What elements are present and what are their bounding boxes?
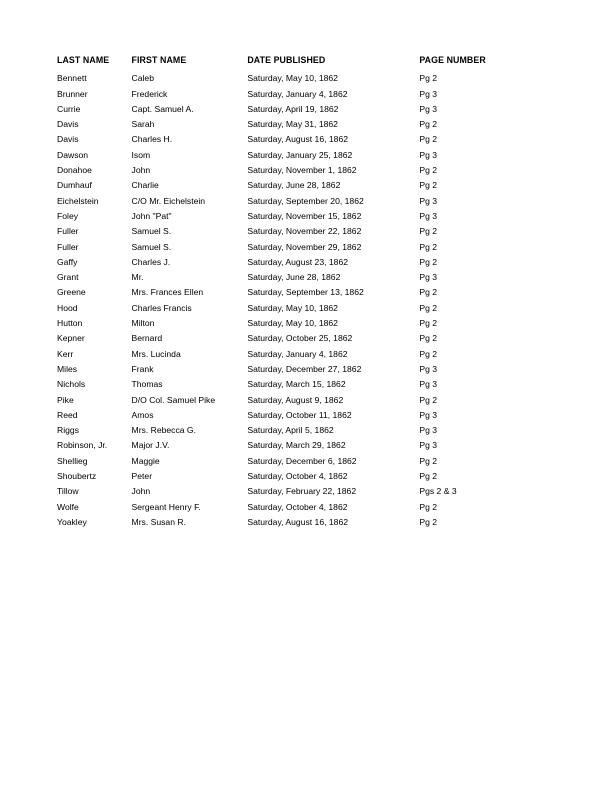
cell-first-name: Sergeant Henry F. [131,501,201,512]
cell-first-name: Maggie [131,455,160,466]
cell-page-number: Pg 2 [419,119,438,130]
cell-date-published: Saturday, October 25, 1862 [247,333,353,344]
cell-page-number: Pg 3 [419,149,438,160]
cell-date-published: Saturday, March 15, 1862 [247,379,346,390]
cell-date-published: Saturday, May 31, 1862 [247,119,338,130]
cell-last-name: Hood [57,302,78,313]
cell-first-name: Mrs. Frances Ellen [131,287,204,298]
cell-last-name: Brunner [57,88,88,99]
cell-last-name: Reed [57,409,78,420]
cell-first-name: Charles H. [131,134,173,145]
cell-last-name: Fuller [57,241,79,252]
cell-last-name: Dawson [57,149,89,160]
cell-last-name: Eichelstein [57,195,99,206]
cell-date-published: Saturday, September 20, 1862 [247,195,364,206]
table-row [57,423,557,438]
cell-first-name: Charles J. [131,256,171,267]
cell-first-name: Milton [131,318,155,329]
table-row [57,117,557,132]
table-row [57,240,557,255]
cell-page-number: Pg 3 [419,210,438,221]
column-header-first-name: FIRST NAME [131,55,187,65]
cell-date-published: Saturday, May 10, 1862 [247,302,338,313]
obituary-index-table [57,53,557,530]
table-row [57,194,557,209]
cell-page-number: Pg 2 [419,394,438,405]
cell-page-number: Pg 3 [419,195,438,206]
cell-last-name: Wolfe [57,501,79,512]
column-header-last-name: LAST NAME [57,55,110,65]
cell-page-number: Pg 3 [419,272,438,283]
table-row [57,377,557,392]
cell-last-name: Gaffy [57,256,78,267]
cell-page-number: Pg 2 [419,73,438,84]
cell-last-name: Pike [57,394,74,405]
cell-first-name: Frederick [131,88,168,99]
cell-date-published: Saturday, August 16, 1862 [247,134,348,145]
table-row [57,500,557,515]
table-row [57,285,557,300]
cell-first-name: Peter [131,471,153,482]
cell-date-published: Saturday, May 10, 1862 [247,318,338,329]
table-row [57,362,557,377]
table-row [57,148,557,163]
cell-last-name: Kerr [57,348,74,359]
cell-page-number: Pg 2 [419,134,438,145]
cell-date-published: Saturday, April 19, 1862 [247,103,339,114]
cell-date-published: Saturday, January 4, 1862 [247,348,348,359]
cell-date-published: Saturday, December 6, 1862 [247,455,357,466]
cell-page-number: Pg 2 [419,226,438,237]
cell-first-name: Charles Francis [131,302,192,313]
cell-first-name: Frank [131,363,154,374]
cell-first-name: Samuel S. [131,226,172,237]
cell-page-number: Pg 2 [419,287,438,298]
cell-date-published: Saturday, December 27, 1862 [247,363,362,374]
cell-first-name: Amos [131,409,154,420]
table-row [57,454,557,469]
cell-page-number: Pg 3 [419,409,438,420]
table-row [57,224,557,239]
cell-last-name: Tillow [57,486,79,497]
cell-last-name: Yoakley [57,516,87,527]
cell-last-name: Hutton [57,318,83,329]
cell-date-published: Saturday, April 5, 1862 [247,425,334,436]
table-row [57,255,557,270]
cell-date-published: Saturday, November 29, 1862 [247,241,362,252]
table-row [57,408,557,423]
cell-first-name: Samuel S. [131,241,172,252]
cell-date-published: Saturday, October 4, 1862 [247,471,348,482]
cell-page-number: Pg 2 [419,302,438,313]
cell-first-name: Mrs. Lucinda [131,348,181,359]
cell-page-number: Pg 2 [419,471,438,482]
table-row [57,209,557,224]
cell-date-published: Saturday, November 1, 1862 [247,165,357,176]
cell-last-name: Davis [57,119,79,130]
cell-last-name: Dumhauf [57,180,92,191]
table-row [57,301,557,316]
cell-first-name: Capt. Samuel A. [131,103,194,114]
cell-date-published: Saturday, June 28, 1862 [247,180,341,191]
table-row [57,484,557,499]
cell-page-number: Pg 2 [419,333,438,344]
cell-page-number: Pg 2 [419,318,438,329]
table-row [57,163,557,178]
cell-first-name: Mr. [131,272,144,283]
cell-date-published: Saturday, May 10, 1862 [247,73,338,84]
cell-first-name: Mrs. Susan R. [131,516,186,527]
column-header-page-number: PAGE NUMBER [419,55,486,65]
table-row [57,515,557,530]
cell-first-name: Charlie [131,180,159,191]
table-row [57,347,557,362]
table-row [57,316,557,331]
cell-last-name: Greene [57,287,86,298]
cell-page-number: Pg 3 [419,425,438,436]
cell-date-published: Saturday, October 4, 1862 [247,501,348,512]
table-header-row [57,53,557,71]
cell-page-number: Pg 2 [419,348,438,359]
cell-last-name: Robinson, Jr. [57,440,108,451]
cell-page-number: Pg 2 [419,241,438,252]
cell-first-name: C/O Mr. Eichelstein [131,195,206,206]
cell-last-name: Kepner [57,333,85,344]
table-body [57,71,557,530]
cell-first-name: John "Pat" [131,210,172,221]
cell-page-number: Pg 2 [419,455,438,466]
cell-first-name: Sarah [131,119,155,130]
cell-last-name: Davis [57,134,79,145]
cell-last-name: Grant [57,272,79,283]
cell-date-published: Saturday, October 11, 1862 [247,409,352,420]
table-row [57,178,557,193]
cell-last-name: Donahoe [57,165,92,176]
cell-first-name: Thomas [131,379,163,390]
cell-date-published: Saturday, August 16, 1862 [247,516,348,527]
cell-page-number: Pg 2 [419,256,438,267]
table-row [57,87,557,102]
table-row [57,331,557,346]
table-row [57,71,557,86]
cell-first-name: Mrs. Rebecca G. [131,425,197,436]
cell-date-published: Saturday, November 15, 1862 [247,210,362,221]
cell-page-number: Pgs 2 & 3 [419,486,457,497]
table-row [57,102,557,117]
cell-date-published: Saturday, March 29, 1862 [247,440,346,451]
table-row [57,469,557,484]
cell-last-name: Bennett [57,73,87,84]
cell-date-published: Saturday, August 23, 1862 [247,256,348,267]
cell-first-name: Bernard [131,333,163,344]
cell-date-published: Saturday, January 25, 1862 [247,149,353,160]
cell-first-name: Major J.V. [131,440,170,451]
cell-date-published: Saturday, February 22, 1862 [247,486,357,497]
cell-page-number: Pg 3 [419,88,438,99]
cell-page-number: Pg 2 [419,516,438,527]
cell-page-number: Pg 2 [419,501,438,512]
cell-last-name: Riggs [57,425,79,436]
cell-date-published: Saturday, August 9, 1862 [247,394,344,405]
table-row [57,270,557,285]
cell-first-name: Caleb [131,73,154,84]
cell-last-name: Foley [57,210,79,221]
cell-page-number: Pg 2 [419,180,438,191]
cell-first-name: D/O Col. Samuel Pike [131,394,216,405]
table-row [57,393,557,408]
cell-date-published: Saturday, September 13, 1862 [247,287,364,298]
table-header [57,53,557,71]
cell-last-name: Shellieg [57,455,88,466]
table-row [57,438,557,453]
cell-last-name: Currie [57,103,81,114]
cell-first-name: John [131,165,151,176]
cell-page-number: Pg 3 [419,440,438,451]
cell-page-number: Pg 3 [419,379,438,390]
cell-date-published: Saturday, June 28, 1862 [247,272,341,283]
cell-last-name: Fuller [57,226,79,237]
cell-date-published: Saturday, November 22, 1862 [247,226,362,237]
cell-page-number: Pg 2 [419,165,438,176]
cell-last-name: Shoubertz [57,471,97,482]
cell-first-name: John [131,486,151,497]
cell-date-published: Saturday, January 4, 1862 [247,88,348,99]
cell-page-number: Pg 3 [419,363,438,374]
table-row [57,132,557,147]
cell-last-name: Nichols [57,379,86,390]
cell-first-name: Isom [131,149,151,160]
cell-last-name: Miles [57,363,78,374]
cell-page-number: Pg 3 [419,103,438,114]
column-header-date-published: DATE PUBLISHED [247,55,326,65]
